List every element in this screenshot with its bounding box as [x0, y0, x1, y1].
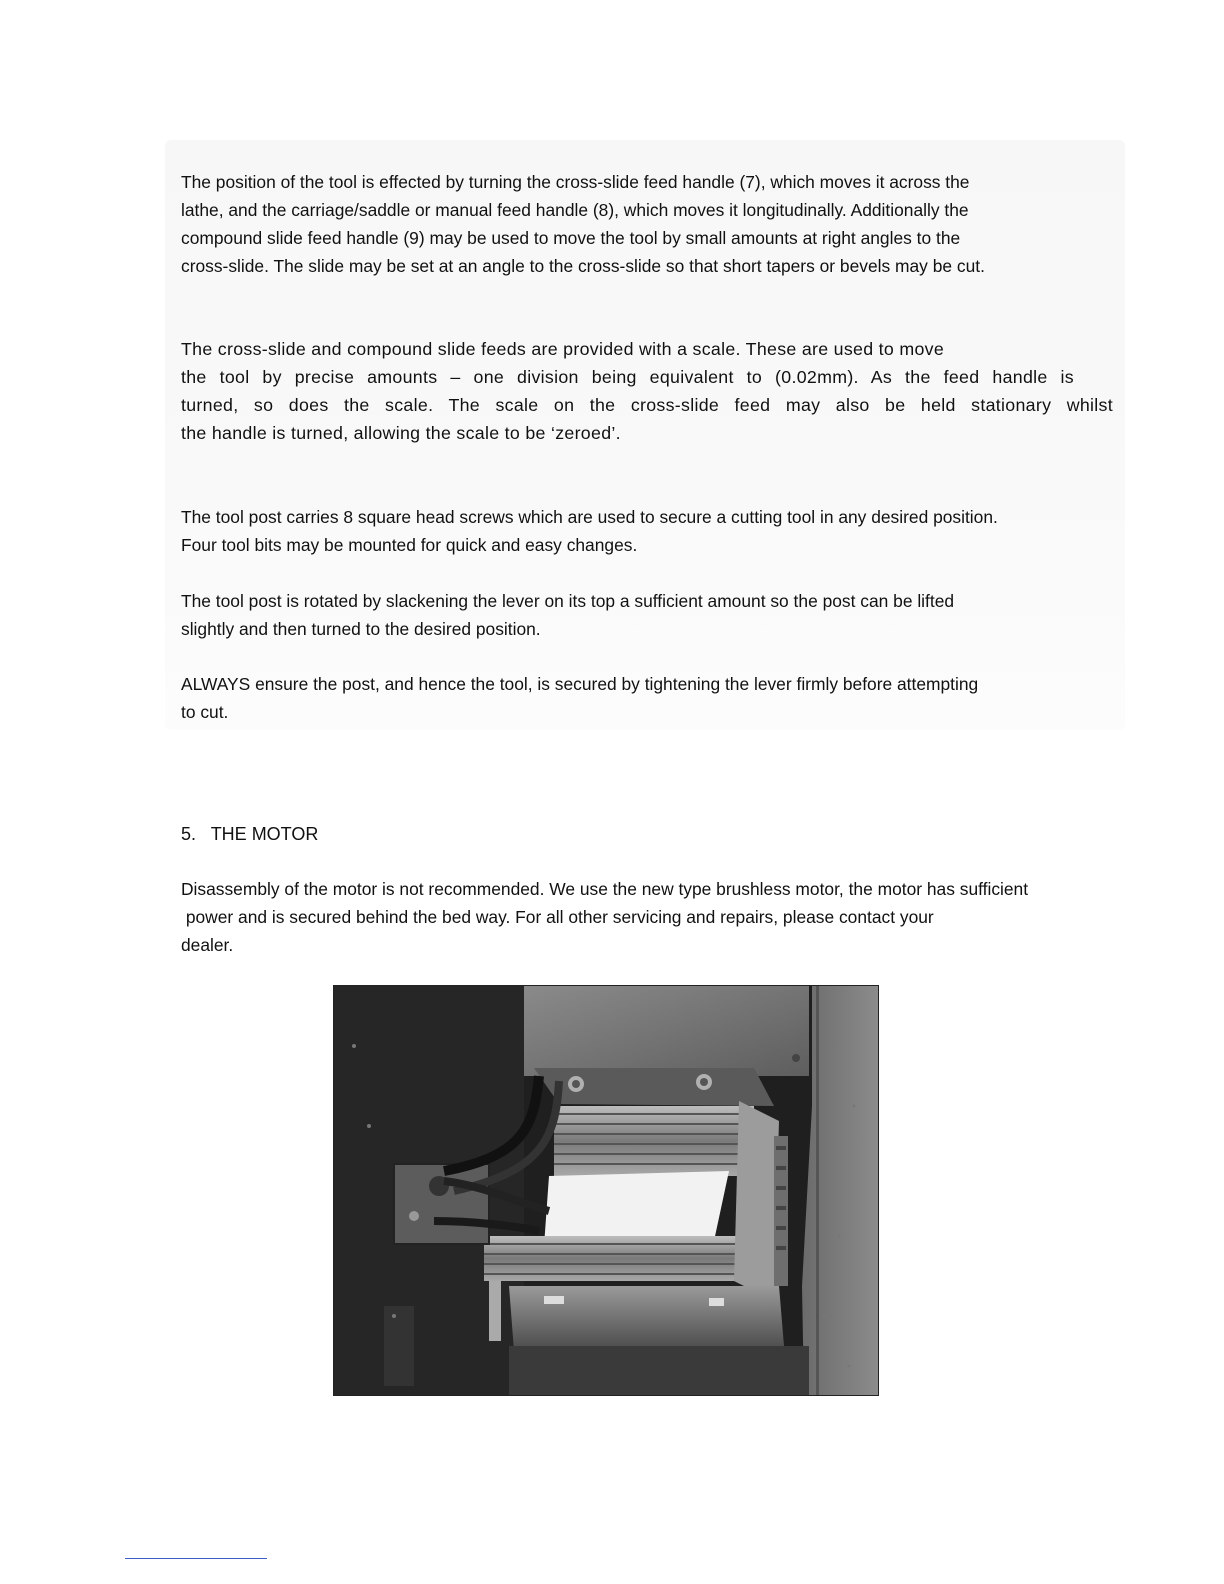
text-line: dealer. [181, 935, 234, 955]
text-line: lathe, and the carriage/saddle or manual feed handle (8), which moves it longitudinally. Additionally the [181, 200, 969, 220]
text-line: The tool post is rotated by slackening the lever on its top a sufficient amount so the post can be lifted [181, 591, 955, 611]
text-line: power and is secured behind the bed way. For all other servicing and repairs, please contact your [181, 907, 934, 927]
text-line: to cut. [181, 702, 229, 722]
text-line: The cross-slide and compound slide feeds are provided with a scale. These are used to move [181, 339, 945, 359]
footnote-separator [125, 1558, 267, 1559]
text-line: The tool post carries 8 square head screws which are used to secure a cutting tool in any desired position. [181, 507, 998, 527]
paragraph-tool-post-screws [181, 503, 1111, 559]
text-line: the handle is turned, allowing the scale to be ‘zeroed’. [181, 423, 621, 443]
text-line: compound slide feed handle (9) may be used to move the tool by small amounts at right angles to the [181, 228, 961, 248]
text-line: ALWAYS ensure the post, and hence the tool, is secured by tightening the lever firmly before attempting [181, 674, 979, 694]
section-heading-motor: 5. THE MOTOR [181, 824, 319, 844]
motor-photo-illustration [334, 986, 879, 1396]
paragraph-tool-positioning [181, 168, 1111, 280]
text-line: cross-slide. The slide may be set at an angle to the cross-slide so that short tapers or bevels may be cut. [181, 256, 985, 276]
paragraph-tool-post-rotation [181, 587, 1111, 643]
text-line: Four tool bits may be mounted for quick and easy changes. [181, 535, 638, 555]
text-line: The position of the tool is effected by turning the cross-slide feed handle (7), which moves it across the [181, 172, 970, 192]
paragraph-warning [181, 670, 1111, 726]
text-line: slightly and then turned to the desired position. [181, 619, 541, 639]
paragraph-motor [181, 875, 1111, 959]
text-line: turned, so does the scale. The scale on the cross-slide feed may also be held stationary whilst [181, 395, 1113, 415]
paragraph-feed-scales [181, 335, 1111, 447]
text-line: Disassembly of the motor is not recommended. We use the new type brushless motor, the motor has sufficient [181, 879, 1029, 899]
text-line: the tool by precise amounts – one division being equivalent to (0.02mm). As the feed handle is [181, 367, 1074, 387]
motor-photo [333, 985, 879, 1396]
